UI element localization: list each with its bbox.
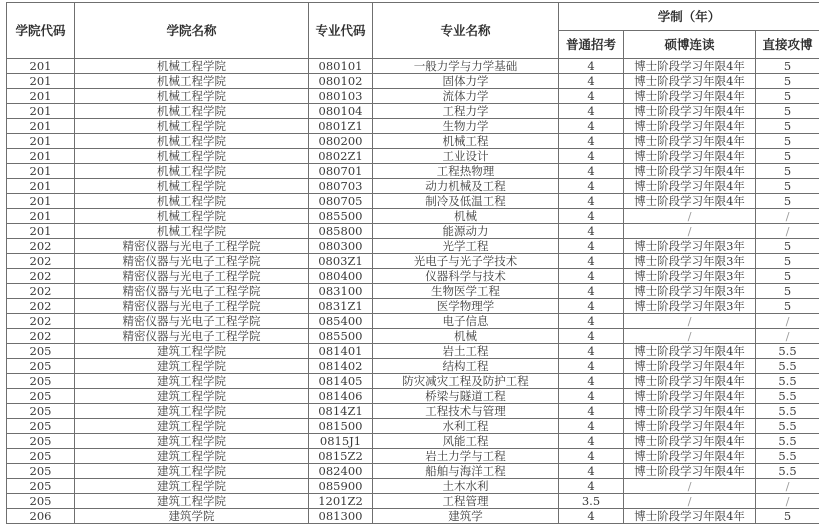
direct-phd-cell: 5 (756, 179, 820, 194)
college-code-cell: 201 (7, 194, 75, 209)
regular-cell: 4 (559, 419, 624, 434)
direct-phd-cell: 5 (756, 134, 820, 149)
major-code-cell: 085500 (309, 329, 373, 344)
college-name-cell: 精密仪器与光电子工程学院 (75, 329, 309, 344)
major-name-cell: 机械 (373, 329, 559, 344)
major-name-cell: 桥梁与隧道工程 (373, 389, 559, 404)
regular-cell: 4 (559, 179, 624, 194)
college-name-cell: 建筑工程学院 (75, 449, 309, 464)
master-phd-cell: 博士阶段学习年限4年 (624, 119, 756, 134)
major-code-cell: 085900 (309, 479, 373, 494)
college-code-cell: 202 (7, 314, 75, 329)
college-code-cell: 205 (7, 419, 75, 434)
major-name-cell: 工程管理 (373, 494, 559, 509)
table-row (7, 239, 820, 254)
direct-phd-cell: 5 (756, 89, 820, 104)
college-name-cell: 机械工程学院 (75, 149, 309, 164)
table-row (7, 179, 820, 194)
header-major-code: 专业代码 (309, 3, 373, 59)
regular-cell: 4 (559, 224, 624, 239)
college-code-cell: 201 (7, 119, 75, 134)
master-phd-cell: 博士阶段学习年限4年 (624, 59, 756, 74)
table-row (7, 404, 820, 419)
college-name-cell: 建筑工程学院 (75, 359, 309, 374)
direct-phd-cell: 5.5 (756, 419, 820, 434)
table-row (7, 389, 820, 404)
regular-cell: 4 (559, 374, 624, 389)
regular-cell: 4 (559, 209, 624, 224)
master-phd-cell: / (624, 494, 756, 509)
table-row (7, 284, 820, 299)
major-code-cell: 080104 (309, 104, 373, 119)
master-phd-cell: / (624, 209, 756, 224)
major-name-cell: 能源动力 (373, 224, 559, 239)
college-name-cell: 机械工程学院 (75, 164, 309, 179)
major-name-cell: 机械工程 (373, 134, 559, 149)
college-code-cell: 205 (7, 449, 75, 464)
table-row (7, 434, 820, 449)
direct-phd-cell: / (756, 494, 820, 509)
regular-cell: 4 (559, 344, 624, 359)
table-row (7, 224, 820, 239)
master-phd-cell: 博士阶段学习年限3年 (624, 284, 756, 299)
major-name-cell: 船舶与海洋工程 (373, 464, 559, 479)
college-name-cell: 精密仪器与光电子工程学院 (75, 239, 309, 254)
regular-cell: 4 (559, 434, 624, 449)
regular-cell: 4 (559, 119, 624, 134)
college-code-cell: 205 (7, 434, 75, 449)
major-name-cell: 生物医学工程 (373, 284, 559, 299)
major-name-cell: 电子信息 (373, 314, 559, 329)
master-phd-cell: 博士阶段学习年限4年 (624, 434, 756, 449)
direct-phd-cell: 5.5 (756, 389, 820, 404)
regular-cell: 4 (559, 464, 624, 479)
major-name-cell: 医学物理学 (373, 299, 559, 314)
major-name-cell: 固体力学 (373, 74, 559, 89)
major-name-cell: 岩土工程 (373, 344, 559, 359)
table-row (7, 269, 820, 284)
regular-cell: 4 (559, 449, 624, 464)
header-duration: 学制（年） (559, 3, 820, 31)
college-code-cell: 205 (7, 389, 75, 404)
direct-phd-cell: 5.5 (756, 449, 820, 464)
major-name-cell: 防灾减灾工程及防护工程 (373, 374, 559, 389)
college-code-cell: 201 (7, 74, 75, 89)
college-code-cell: 202 (7, 239, 75, 254)
college-name-cell: 机械工程学院 (75, 224, 309, 239)
direct-phd-cell: / (756, 224, 820, 239)
major-name-cell: 水利工程 (373, 419, 559, 434)
table-row (7, 164, 820, 179)
table-body (7, 59, 820, 524)
master-phd-cell: 博士阶段学习年限3年 (624, 254, 756, 269)
regular-cell: 4 (559, 239, 624, 254)
college-code-cell: 201 (7, 179, 75, 194)
college-code-cell: 201 (7, 149, 75, 164)
major-code-cell: 080300 (309, 239, 373, 254)
major-name-cell: 土木水利 (373, 479, 559, 494)
college-code-cell: 205 (7, 479, 75, 494)
master-phd-cell: 博士阶段学习年限4年 (624, 164, 756, 179)
direct-phd-cell: 5 (756, 194, 820, 209)
major-name-cell: 仪器科学与技术 (373, 269, 559, 284)
master-phd-cell: 博士阶段学习年限4年 (624, 509, 756, 524)
college-name-cell: 机械工程学院 (75, 74, 309, 89)
major-name-cell: 一般力学与力学基础 (373, 59, 559, 74)
major-code-cell: 083100 (309, 284, 373, 299)
table-row (7, 374, 820, 389)
major-code-cell: 085400 (309, 314, 373, 329)
table-row (7, 314, 820, 329)
direct-phd-cell: 5 (756, 59, 820, 74)
college-code-cell: 201 (7, 59, 75, 74)
college-name-cell: 建筑学院 (75, 509, 309, 524)
table-row (7, 329, 820, 344)
table-row (7, 119, 820, 134)
college-name-cell: 机械工程学院 (75, 119, 309, 134)
major-code-cell: 080701 (309, 164, 373, 179)
major-code-cell: 085800 (309, 224, 373, 239)
college-name-cell: 建筑工程学院 (75, 479, 309, 494)
master-phd-cell: 博士阶段学习年限4年 (624, 134, 756, 149)
college-code-cell: 201 (7, 209, 75, 224)
college-code-cell: 201 (7, 224, 75, 239)
college-name-cell: 精密仪器与光电子工程学院 (75, 269, 309, 284)
major-code-cell: 080101 (309, 59, 373, 74)
college-name-cell: 机械工程学院 (75, 104, 309, 119)
college-code-cell: 205 (7, 494, 75, 509)
direct-phd-cell: 5 (756, 284, 820, 299)
direct-phd-cell: 5 (756, 509, 820, 524)
master-phd-cell: 博士阶段学习年限3年 (624, 239, 756, 254)
master-phd-cell: / (624, 329, 756, 344)
major-name-cell: 工程技术与管理 (373, 404, 559, 419)
college-name-cell: 建筑工程学院 (75, 404, 309, 419)
master-phd-cell: 博士阶段学习年限4年 (624, 149, 756, 164)
regular-cell: 4 (559, 104, 624, 119)
college-name-cell: 建筑工程学院 (75, 464, 309, 479)
master-phd-cell: 博士阶段学习年限4年 (624, 179, 756, 194)
regular-cell: 4 (559, 194, 624, 209)
college-code-cell: 205 (7, 374, 75, 389)
master-phd-cell: 博士阶段学习年限4年 (624, 464, 756, 479)
major-name-cell: 光电子与光子学技术 (373, 254, 559, 269)
table-row (7, 344, 820, 359)
major-code-cell: 0814Z1 (309, 404, 373, 419)
master-phd-cell: 博士阶段学习年限4年 (624, 419, 756, 434)
header-major-name: 专业名称 (373, 3, 559, 59)
table-row (7, 74, 820, 89)
direct-phd-cell: 5.5 (756, 464, 820, 479)
regular-cell: 4 (559, 509, 624, 524)
major-code-cell: 080705 (309, 194, 373, 209)
college-code-cell: 205 (7, 404, 75, 419)
major-name-cell: 生物力学 (373, 119, 559, 134)
college-name-cell: 机械工程学院 (75, 209, 309, 224)
header-college-code: 学院代码 (7, 3, 75, 59)
regular-cell: 4 (559, 479, 624, 494)
direct-phd-cell: 5 (756, 299, 820, 314)
direct-phd-cell: 5 (756, 254, 820, 269)
college-name-cell: 机械工程学院 (75, 194, 309, 209)
major-code-cell: 080703 (309, 179, 373, 194)
college-name-cell: 机械工程学院 (75, 134, 309, 149)
direct-phd-cell: 5 (756, 74, 820, 89)
table-row (7, 89, 820, 104)
regular-cell: 3.5 (559, 494, 624, 509)
major-code-cell: 080102 (309, 74, 373, 89)
college-name-cell: 建筑工程学院 (75, 374, 309, 389)
regular-cell: 4 (559, 89, 624, 104)
direct-phd-cell: / (756, 329, 820, 344)
major-name-cell: 工程热物理 (373, 164, 559, 179)
college-code-cell: 205 (7, 359, 75, 374)
table-row (7, 419, 820, 434)
college-code-cell: 206 (7, 509, 75, 524)
major-code-cell: 081405 (309, 374, 373, 389)
college-name-cell: 建筑工程学院 (75, 434, 309, 449)
direct-phd-cell: 5.5 (756, 344, 820, 359)
table-row (7, 479, 820, 494)
major-code-cell: 081402 (309, 359, 373, 374)
major-code-cell: 081401 (309, 344, 373, 359)
major-code-cell: 082400 (309, 464, 373, 479)
major-code-cell: 085500 (309, 209, 373, 224)
regular-cell: 4 (559, 314, 624, 329)
master-phd-cell: 博士阶段学习年限4年 (624, 104, 756, 119)
regular-cell: 4 (559, 269, 624, 284)
direct-phd-cell: 5.5 (756, 434, 820, 449)
college-code-cell: 201 (7, 89, 75, 104)
table-row (7, 359, 820, 374)
college-code-cell: 201 (7, 164, 75, 179)
regular-cell: 4 (559, 359, 624, 374)
header-master-phd: 硕博连读 (624, 31, 756, 59)
major-code-cell: 0802Z1 (309, 149, 373, 164)
direct-phd-cell: 5 (756, 269, 820, 284)
master-phd-cell: 博士阶段学习年限4年 (624, 359, 756, 374)
college-code-cell: 201 (7, 134, 75, 149)
major-code-cell: 1201Z2 (309, 494, 373, 509)
header-direct-phd: 直接攻博 (756, 31, 820, 59)
college-name-cell: 精密仪器与光电子工程学院 (75, 299, 309, 314)
college-code-cell: 205 (7, 464, 75, 479)
regular-cell: 4 (559, 404, 624, 419)
direct-phd-cell: 5.5 (756, 404, 820, 419)
regular-cell: 4 (559, 164, 624, 179)
college-name-cell: 精密仪器与光电子工程学院 (75, 314, 309, 329)
major-code-cell: 081500 (309, 419, 373, 434)
college-code-cell: 201 (7, 104, 75, 119)
regular-cell: 4 (559, 284, 624, 299)
table-row (7, 134, 820, 149)
master-phd-cell: 博士阶段学习年限4年 (624, 89, 756, 104)
regular-cell: 4 (559, 149, 624, 164)
master-phd-cell: / (624, 224, 756, 239)
college-code-cell: 202 (7, 329, 75, 344)
master-phd-cell: / (624, 314, 756, 329)
master-phd-cell: 博士阶段学习年限3年 (624, 299, 756, 314)
direct-phd-cell: / (756, 314, 820, 329)
table-row (7, 209, 820, 224)
major-code-cell: 0815Z2 (309, 449, 373, 464)
direct-phd-cell: 5 (756, 164, 820, 179)
major-code-cell: 080200 (309, 134, 373, 149)
college-name-cell: 建筑工程学院 (75, 419, 309, 434)
table-row (7, 299, 820, 314)
college-name-cell: 机械工程学院 (75, 179, 309, 194)
major-name-cell: 建筑学 (373, 509, 559, 524)
direct-phd-cell: / (756, 479, 820, 494)
master-phd-cell: 博士阶段学习年限4年 (624, 74, 756, 89)
direct-phd-cell: 5 (756, 239, 820, 254)
college-name-cell: 精密仪器与光电子工程学院 (75, 284, 309, 299)
major-code-cell: 080400 (309, 269, 373, 284)
college-code-cell: 202 (7, 284, 75, 299)
master-phd-cell: / (624, 479, 756, 494)
regular-cell: 4 (559, 389, 624, 404)
table-row (7, 194, 820, 209)
table-row (7, 59, 820, 74)
major-code-cell: 0801Z1 (309, 119, 373, 134)
college-name-cell: 建筑工程学院 (75, 344, 309, 359)
regular-cell: 4 (559, 254, 624, 269)
master-phd-cell: 博士阶段学习年限4年 (624, 374, 756, 389)
master-phd-cell: 博士阶段学习年限3年 (624, 269, 756, 284)
major-code-cell: 0831Z1 (309, 299, 373, 314)
master-phd-cell: 博士阶段学习年限4年 (624, 344, 756, 359)
master-phd-cell: 博士阶段学习年限4年 (624, 404, 756, 419)
direct-phd-cell: 5 (756, 119, 820, 134)
direct-phd-cell: 5.5 (756, 359, 820, 374)
college-code-cell: 205 (7, 344, 75, 359)
major-name-cell: 风能工程 (373, 434, 559, 449)
table-row (7, 509, 820, 524)
regular-cell: 4 (559, 59, 624, 74)
direct-phd-cell: 5.5 (756, 374, 820, 389)
major-code-cell: 080103 (309, 89, 373, 104)
college-name-cell: 机械工程学院 (75, 89, 309, 104)
table-row (7, 449, 820, 464)
major-name-cell: 结构工程 (373, 359, 559, 374)
direct-phd-cell: 5 (756, 149, 820, 164)
direct-phd-cell: 5 (756, 104, 820, 119)
major-name-cell: 流体力学 (373, 89, 559, 104)
college-code-cell: 202 (7, 299, 75, 314)
master-phd-cell: 博士阶段学习年限4年 (624, 194, 756, 209)
major-code-cell: 0815J1 (309, 434, 373, 449)
college-code-cell: 202 (7, 254, 75, 269)
major-code-cell: 081300 (309, 509, 373, 524)
major-name-cell: 工程力学 (373, 104, 559, 119)
college-code-cell: 202 (7, 269, 75, 284)
master-phd-cell: 博士阶段学习年限4年 (624, 389, 756, 404)
regular-cell: 4 (559, 134, 624, 149)
table-row (7, 254, 820, 269)
major-name-cell: 动力机械及工程 (373, 179, 559, 194)
table-row (7, 494, 820, 509)
header-college-name: 学院名称 (75, 3, 309, 59)
direct-phd-cell: / (756, 209, 820, 224)
table-row (7, 149, 820, 164)
major-name-cell: 机械 (373, 209, 559, 224)
college-name-cell: 精密仪器与光电子工程学院 (75, 254, 309, 269)
major-name-cell: 工业设计 (373, 149, 559, 164)
regular-cell: 4 (559, 74, 624, 89)
major-code-cell: 081406 (309, 389, 373, 404)
college-name-cell: 机械工程学院 (75, 59, 309, 74)
header-regular: 普通招考 (559, 31, 624, 59)
major-name-cell: 光学工程 (373, 239, 559, 254)
master-phd-cell: 博士阶段学习年限4年 (624, 449, 756, 464)
college-name-cell: 建筑工程学院 (75, 494, 309, 509)
major-name-cell: 制冷及低温工程 (373, 194, 559, 209)
college-name-cell: 建筑工程学院 (75, 389, 309, 404)
table-row (7, 104, 820, 119)
regular-cell: 4 (559, 299, 624, 314)
major-code-cell: 0803Z1 (309, 254, 373, 269)
table-row (7, 464, 820, 479)
major-name-cell: 岩土力学与工程 (373, 449, 559, 464)
program-table (6, 2, 819, 524)
regular-cell: 4 (559, 329, 624, 344)
